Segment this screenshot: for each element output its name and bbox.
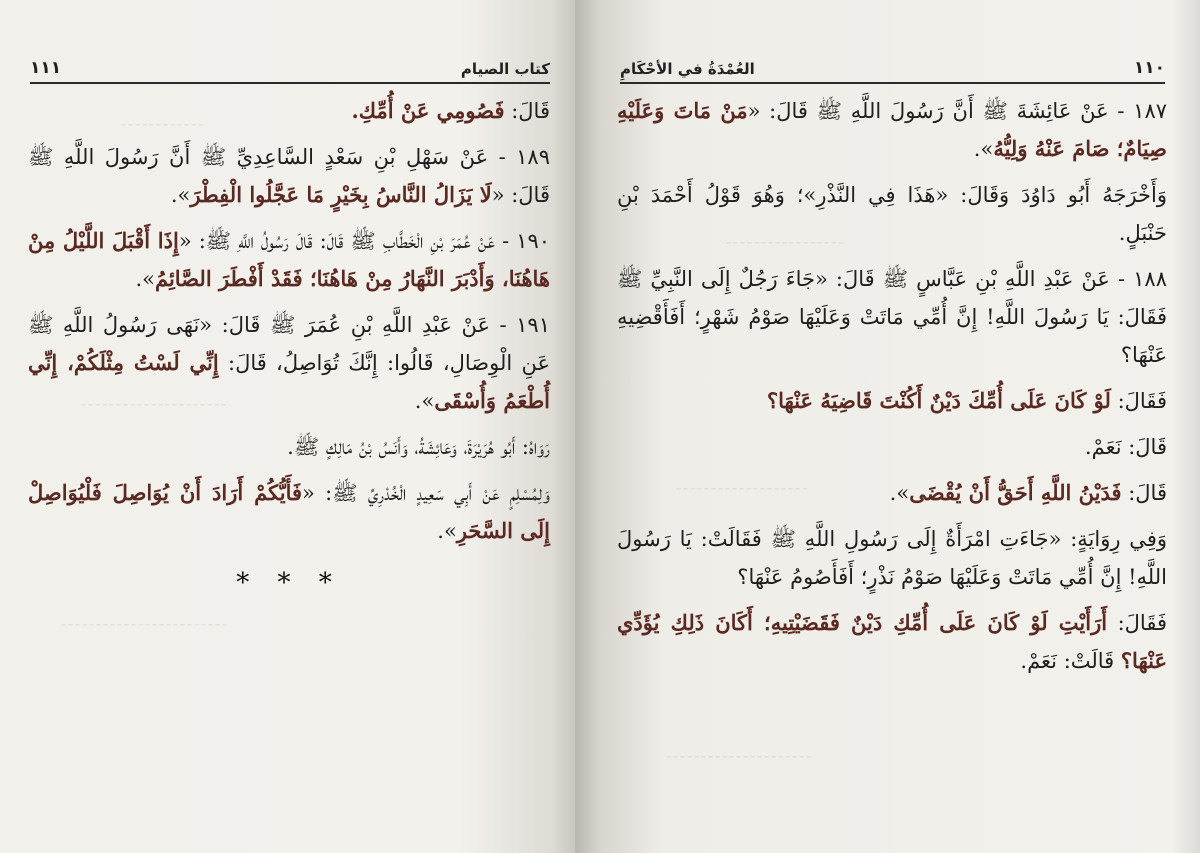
bleed-through-line: ⁃⁃⁃⁃⁃⁃⁃⁃⁃⁃⁃⁃⁃⁃⁃⁃⁃⁃⁃⁃⁃⁃⁃⁃ (60, 618, 228, 634)
bleed-through-line: ⁃⁃⁃⁃⁃⁃⁃⁃⁃⁃⁃⁃⁃⁃⁃⁃⁃ (725, 236, 844, 252)
bleed-through-line: ⁃⁃⁃⁃⁃⁃⁃⁃⁃⁃⁃⁃ (120, 118, 204, 134)
paragraph (617, 176, 1167, 252)
left-page-text (28, 92, 550, 602)
page-number: ١١١ (30, 58, 62, 78)
plain-text: ١٨٨ - عَنْ عَبْدِ اللَّهِ بْنِ عَبَّاسٍ ﷺ قَالَ: «جَاءَ رَجُلٌ إِلَى النَّبِيِّ ﷺ فَقَالَ: يَا رَسُولَ اللَّهِ! إِنَّ أُمِّي مَاتَتْ وَعَلَيْهَا صَوْمُ شَهْرٍ؛ أَفَأَقْضِيهِ عَنْهَا؟ (617, 267, 1167, 367)
paragraph (617, 520, 1167, 596)
plain-text: وَأَخْرَجَهُ أَبُو دَاوُدَ وَقَالَ: «هَذَا فِي النَّذْرِ»؛ وَهُوَ قَوْلُ أَحْمَدَ بْنِ حَنْبَلٍ. (617, 183, 1167, 245)
plain-text: ». (889, 481, 910, 505)
hadith-quote: أَرَأَيْتِ لَوْ كَانَ عَلَى أُمِّكِ دَيْنٌ فَقَضَيْتِيهِ؛ أَكَانَ ذَلِكِ يُؤَدِّي عَنْهَا؟ (617, 610, 1167, 673)
chapter-title: كتاب الصيام (460, 60, 550, 78)
hadith-quote: لَا يَزَالُ النَّاسُ بِخَيْرٍ مَا عَجَّلُوا الْفِطْرَ (190, 182, 492, 207)
section-divider-stars: * * * (236, 568, 342, 598)
plain-text: قَالَتْ: نَعَمْ. (1020, 649, 1121, 673)
hadith-quote: فَدَيْنُ اللَّهِ أَحَقُّ أَنْ يُقْضَى (909, 480, 1122, 505)
plain-text: فَقَالَ: (1110, 389, 1167, 413)
right-page-text (617, 92, 1167, 688)
right-page (575, 0, 1200, 853)
hadith-quote: فَأَيُّكُمْ أَرَادَ أَنْ يُوَاصِلَ فَلْيُوَاصِلْ إِلَى السَّحَرِ (28, 480, 550, 543)
hadith-quote: إِذَا أَقْبَلَ اللَّيْلُ مِنْ هَاهُنَا، وَأَدْبَرَ النَّهَارُ مِنْ هَاهُنَا؛ فَقَدْ أَفْطَرَ الصَّائِمُ (28, 228, 550, 291)
plain-text: ١٩١ - عَنْ عَبْدِ اللَّهِ بْنِ عُمَرَ ﷺ قَالَ: «نَهَى رَسُولُ اللَّهِ ﷺ عَنِ الْوِصَالِ، قَالُوا: إِنَّكَ تُوَاصِلُ، قَالَ: (28, 313, 550, 375)
plain-text: ١٨٩ - عَنْ سَهْلِ بْنِ سَعْدٍ السَّاعِدِيِّ ﷺ أَنَّ رَسُولَ اللَّهِ ﷺ قَالَ: « (28, 145, 550, 207)
hadith-quote: لَوْ كَانَ عَلَى أُمِّكَ دَيْنٌ أَكُنْتَ قَاضِيَهُ عَنْهَا؟ (766, 388, 1111, 413)
hadith-quote: إِنِّي لَسْتُ مِثْلَكُمْ، إِنِّي أُطْعَمُ وَأُسْقَى (28, 350, 550, 413)
plain-text: وَفِي رِوَايَةٍ: «جَاءَتِ امْرَأَةٌ إِلَى رَسُولِ اللَّهِ ﷺ فَقَالَتْ: يَا رَسُولَ اللَّهِ! إِنَّ أُمِّي مَاتَتْ وَعَلَيْهَا صَوْمُ نَذْرٍ؛ أَفَأَصُومُ عَنْهَا؟ (617, 527, 1167, 589)
plain-text: فَقَالَ: (1107, 611, 1167, 635)
paragraph (28, 474, 550, 550)
plain-text: رَوَاهُ: أَبُو هُرَيْرَةَ، وَعَائِشَةُ، وَأَنَسُ بْنُ مَالِكٍ ﷺ. (287, 435, 550, 459)
hadith-quote: فَصُومِي عَنْ أُمِّكِ. (351, 98, 505, 123)
bleed-through-line: ⁃⁃⁃⁃⁃⁃⁃⁃⁃⁃⁃⁃⁃⁃⁃⁃⁃⁃⁃ (675, 482, 808, 498)
bleed-through-line: ⁃⁃⁃⁃⁃⁃⁃⁃⁃⁃⁃⁃⁃⁃⁃⁃⁃⁃⁃⁃⁃ (80, 398, 227, 414)
plain-text: وَلِمُسْلِمٍ عَنْ أَبِي سَعِيدٍ الْخُدْرِيِّ ﷺ: « (302, 481, 551, 505)
book-title: العُمْدَةُ في الأحْكَامِ (620, 60, 755, 78)
paragraph (617, 474, 1167, 512)
paragraph (28, 222, 550, 298)
paragraph (617, 92, 1167, 168)
hadith-quote: مَنْ مَاتَ وَعَلَيْهِ صِيَامٌ؛ صَامَ عَنْهُ وَلِيُّهُ (617, 98, 1167, 161)
plain-text: ». (973, 137, 994, 161)
paragraph (28, 306, 550, 420)
paragraph (617, 382, 1167, 420)
plain-text: قَالَ: (1121, 481, 1167, 505)
left-page-header (30, 44, 550, 84)
paragraph (617, 604, 1167, 680)
paragraph (28, 92, 550, 130)
plain-text: ١٨٧ - عَنْ عَائِشَةَ ﷺ أَنَّ رَسُولَ اللَّهِ ﷺ قَالَ: « (747, 99, 1168, 123)
plain-text: ». (437, 519, 457, 543)
plain-text: ». (170, 183, 191, 207)
right-page-header (620, 44, 1165, 84)
plain-text: ». (135, 267, 155, 291)
paragraph (28, 138, 550, 214)
page-number: ١١٠ (1133, 58, 1165, 78)
left-page (0, 0, 575, 853)
plain-text: قَالَ: نَعَمْ. (1084, 435, 1167, 459)
bleed-through-line: ⁃⁃⁃⁃⁃⁃⁃⁃⁃⁃⁃⁃⁃⁃⁃⁃⁃⁃⁃⁃⁃ (665, 750, 812, 766)
plain-text: ١٩٠ - عَنْ عُمَرَ بْنِ الْخَطَّابِ ﷺ قَالَ: قَالَ رَسُولُ اللَّهِ ﷺ: « (178, 229, 551, 253)
plain-text: ». (414, 389, 435, 413)
paragraph (617, 260, 1167, 374)
paragraph (617, 428, 1167, 466)
paragraph (28, 428, 550, 466)
plain-text: قَالَ: (504, 99, 550, 123)
